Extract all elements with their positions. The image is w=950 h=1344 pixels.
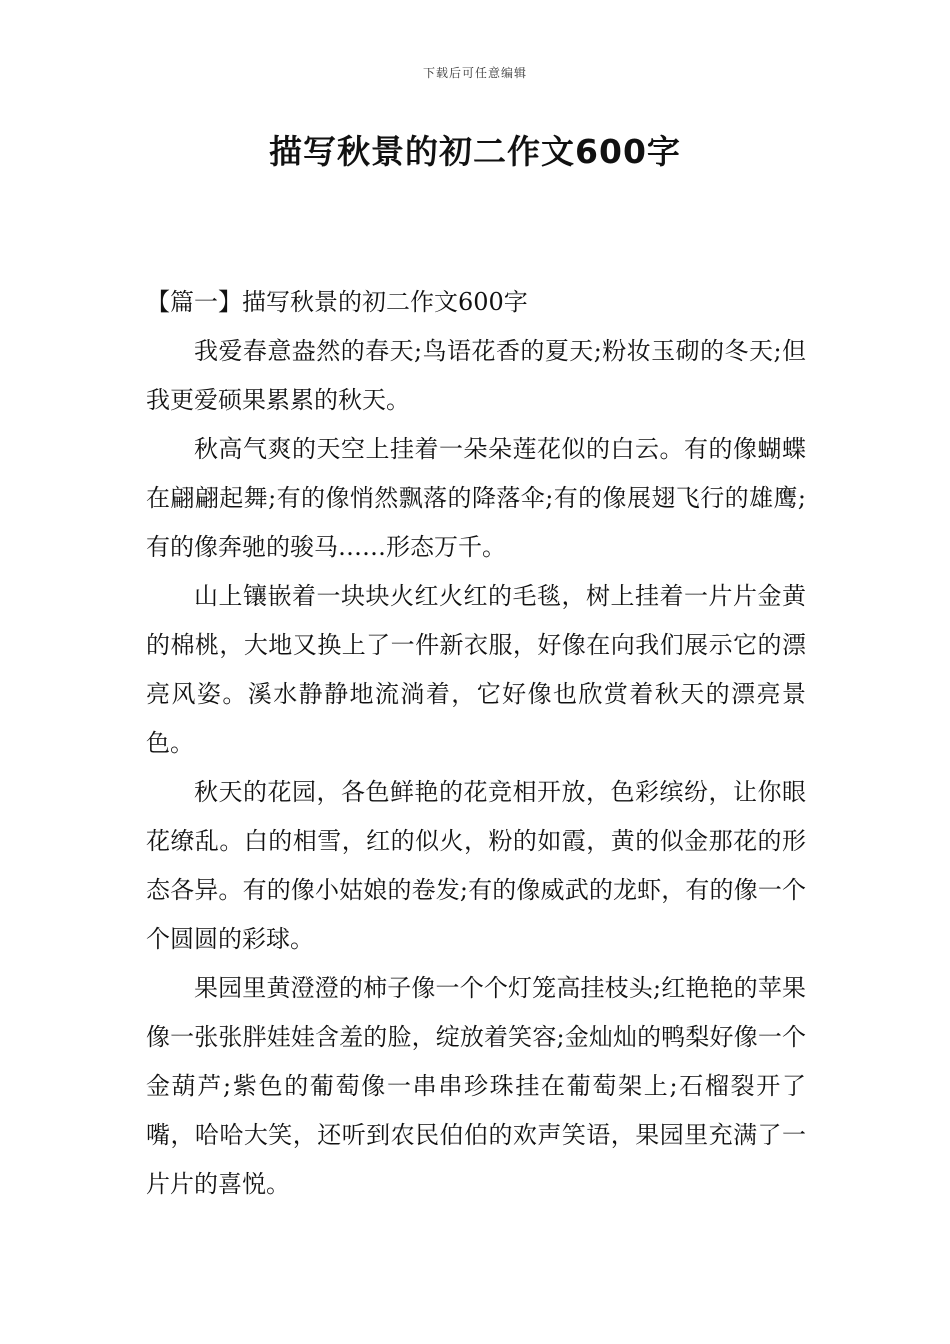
paragraph-5: 果园里黄澄澄的柿子像一个个灯笼高挂枝头;红艳艳的苹果像一张张胖娃娃含羞的脸，绽放着笑容;金灿灿的鸭梨好像一个金葫芦;紫色的葡萄像一串串珍珠挂在葡萄架上;石榴裂开了嘴，哈哈大笑，还听到农民伯伯的欢声笑语，果园里充满了一片片的喜悦。 (146, 974, 806, 1198)
paragraph-3: 山上镶嵌着一块块火红火红的毛毯，树上挂着一片片金黄的棉桃，大地又换上了一件新衣服，好像在向我们展示它的漂亮风姿。溪水静静地流淌着，它好像也欣赏着秋天的漂亮景色。 (146, 582, 806, 757)
document-body (146, 278, 806, 1209)
header-note: 下载后可任意编辑 (422, 66, 527, 80)
paragraph-1: 我爱春意盎然的春天;鸟语花香的夏天;粉妆玉砌的冬天;但我更爱硕果累累的秋天。 (146, 337, 806, 414)
document-title: 描写秋景的初二作文600字 (269, 132, 681, 171)
paragraph-2: 秋高气爽的天空上挂着一朵朵莲花似的白云。有的像蝴蝶在翩翩起舞;有的像悄然飘落的降落伞;有的像展翅飞行的雄鹰;有的像奔驰的骏马……形态万千。 (146, 435, 806, 561)
section-heading: 【篇一】描写秋景的初二作文600字 (146, 288, 528, 316)
paragraph-4: 秋天的花园，各色鲜艳的花竞相开放，色彩缤纷，让你眼花缭乱。白的相雪，红的似火，粉的如霞，黄的似金那花的形态各异。有的像小姑娘的卷发;有的像威武的龙虾，有的像一个个圆圆的彩球。 (146, 778, 806, 953)
